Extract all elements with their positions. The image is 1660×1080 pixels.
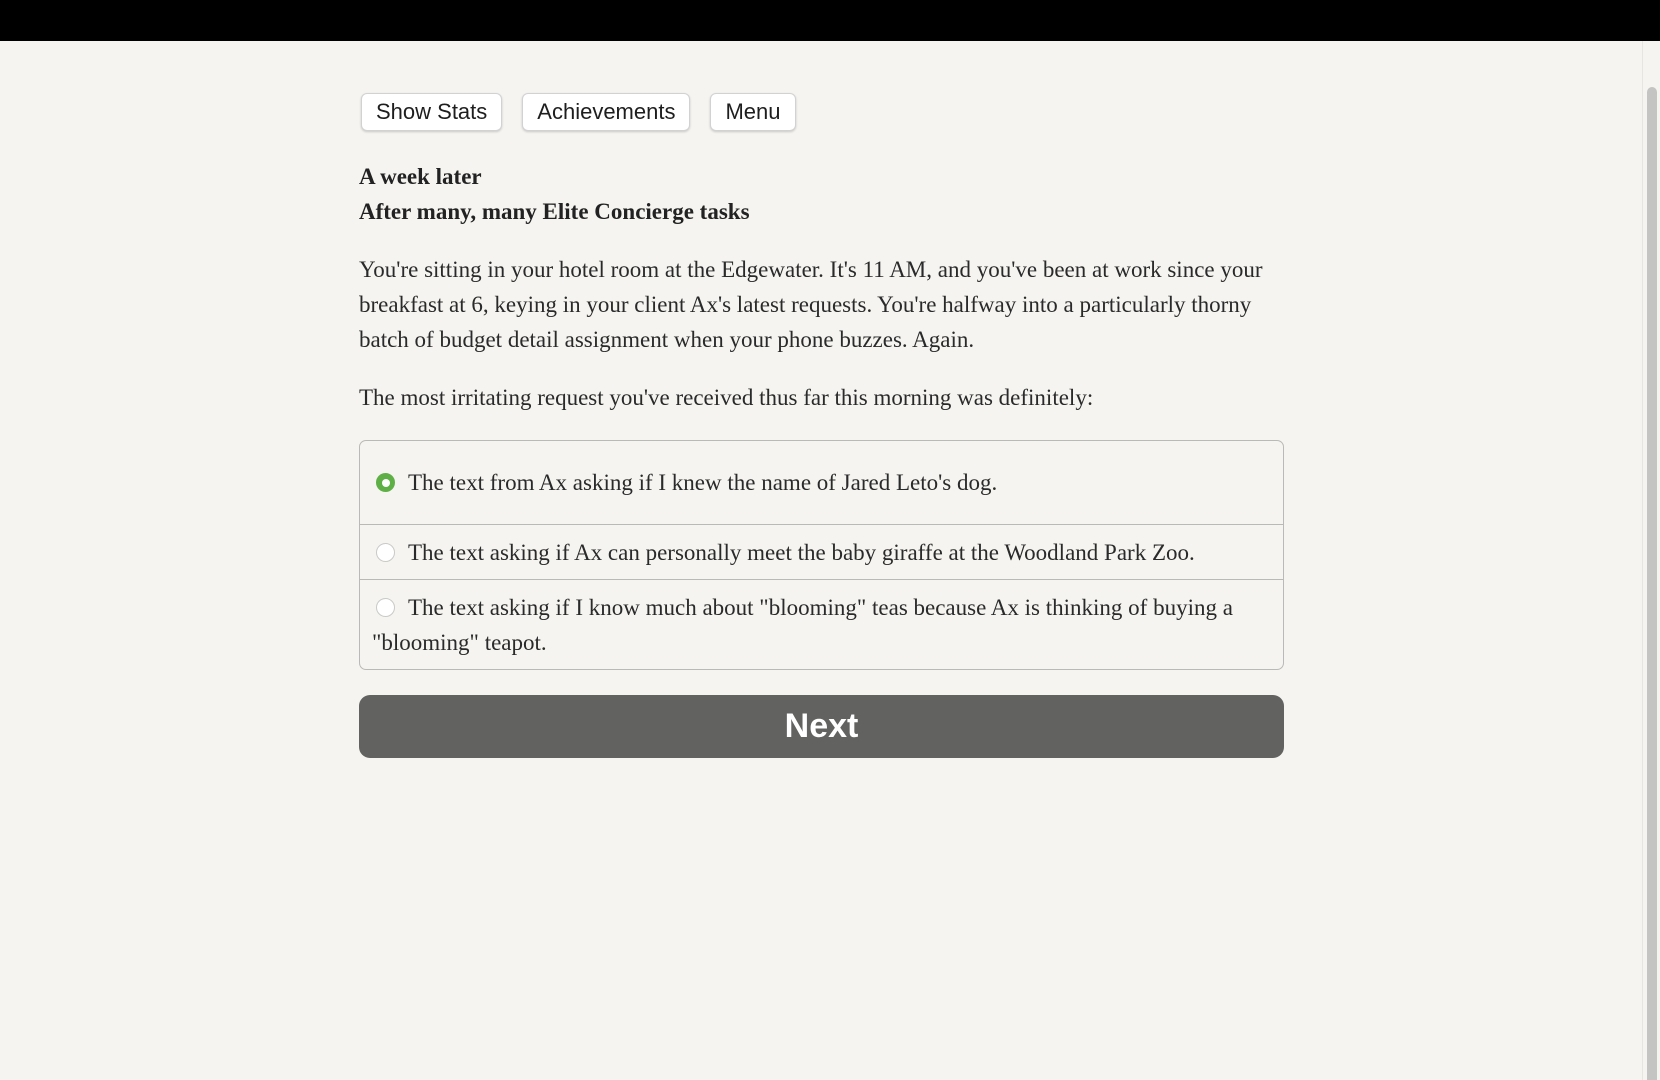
choice-label: The text asking if Ax can personally meet the baby giraffe at the Woodland Park Zoo.	[408, 540, 1195, 565]
choice-option-baby-giraffe[interactable]	[360, 524, 1283, 579]
story-paragraph: You're sitting in your hotel room at the Edgewater. It's 11 AM, and you've been at work since your breakfast at 6, keying in your client Ax's latest requests. You're halfway into a particularly thorny batch of budget detail assignment when your phone buzzes. Again.	[359, 257, 1263, 352]
choice-option-jared-leto-dog[interactable]	[360, 441, 1283, 524]
scrollbar[interactable]	[1642, 41, 1660, 1080]
radio-unselected-icon[interactable]	[376, 543, 395, 562]
scene-heading-subtitle: After many, many Elite Concierge tasks	[359, 199, 750, 224]
choice-list	[359, 440, 1284, 670]
scene-headings	[359, 159, 1284, 229]
radio-unselected-icon[interactable]	[376, 598, 395, 617]
scene-heading-time: A week later	[359, 164, 482, 189]
radio-selected-icon[interactable]	[376, 473, 395, 492]
achievements-button[interactable]: Achievements	[522, 93, 690, 131]
show-stats-button[interactable]: Show Stats	[361, 93, 502, 131]
choice-label: The text from Ax asking if I knew the name of Jared Leto's dog.	[408, 470, 998, 495]
scrollbar-thumb[interactable]	[1647, 87, 1657, 1080]
browser-top-bar	[0, 0, 1660, 41]
choice-option-blooming-teas[interactable]	[360, 579, 1283, 669]
next-button[interactable]: Next	[359, 695, 1284, 758]
toolbar	[361, 93, 1284, 131]
question-prompt: The most irritating request you've received thus far this morning was definitely:	[359, 385, 1094, 410]
game-content	[359, 93, 1284, 758]
choice-label: The text asking if I know much about "blooming" teas because Ax is thinking of buying a "blooming" teapot.	[372, 595, 1233, 655]
menu-button[interactable]: Menu	[710, 93, 795, 131]
